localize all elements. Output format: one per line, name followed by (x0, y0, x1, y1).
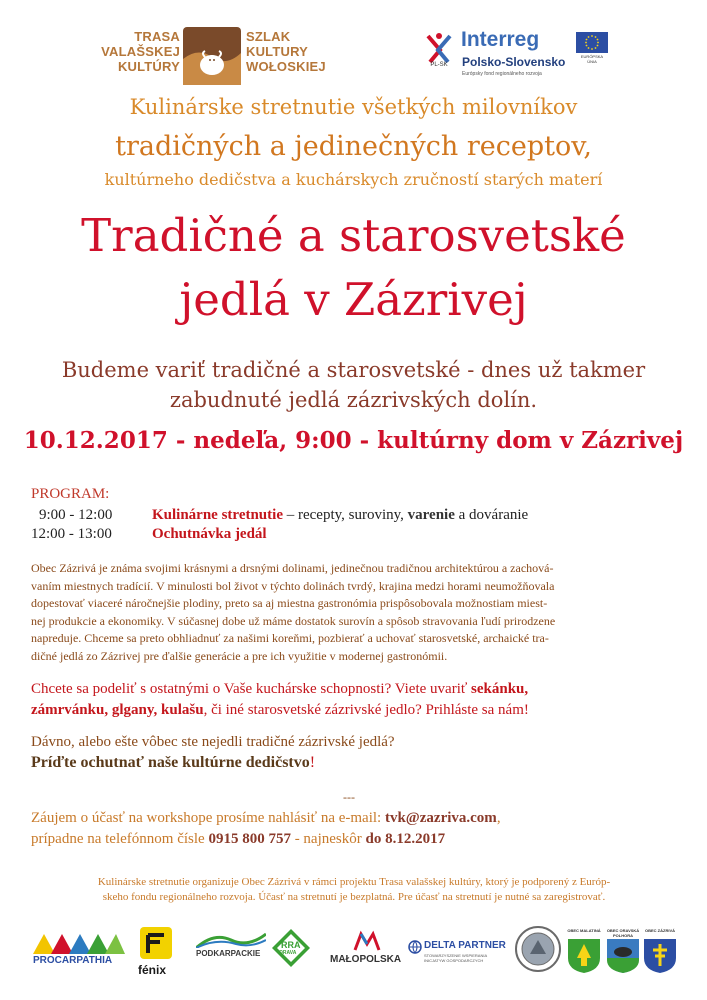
contact-line-2 (31, 829, 681, 850)
interreg-fund-label: Európsky fond regionálneho rozvoja (462, 71, 542, 77)
program-time-2: 12:00 - 13:00 (31, 526, 112, 542)
obec-malatina-logo (566, 928, 602, 974)
main-title (0, 210, 707, 326)
trasa-right-line: KULTURY (246, 44, 309, 59)
coat-of-arms-seal-logo (514, 924, 562, 974)
tagline-line-1: Kulinárske stretnutie všetkých milovníkov (129, 95, 578, 119)
procarpathia-triangles-icon (33, 932, 125, 954)
fenix-label: fénix (138, 963, 167, 977)
malopolska-logo (330, 930, 404, 970)
trasa-logo-text-sk (88, 29, 180, 74)
paragraph-line: nej produkcie a ekonomiky. V súčasnej dobe už máme dostatok surovín a spôsob stravovania ľudí prirodzene (31, 613, 556, 628)
invite-text (31, 679, 677, 721)
program-heading: PROGRAM: (31, 486, 110, 502)
interreg-subtitle: Polsko-Slovensko (462, 55, 566, 69)
paragraph-line: dičné jedlá zo Zázrivej pre ďalšie generácie a pre ich využitie v modernej gastronómii. (31, 648, 448, 663)
procarpathia-label-b: CARPATHIA (54, 955, 113, 966)
subtitle-line-2: zabudnuté jedlá zázrivských dolín. (169, 388, 538, 412)
invite-part-2: , či iné starosvetské zázrivské jedlo? Prihláste sa nám! (203, 702, 529, 718)
footnote-line-2: skeho fondu regionálneho rozvoja. Účasť na stretnutí je bezplatná. Pre účasť na stretnutí je nutné sa zaregistrovať. (102, 891, 606, 903)
program-item-1 (152, 507, 528, 524)
seal-icon (514, 924, 562, 974)
program-time-1: 9:00 - 12:00 (39, 507, 113, 523)
invite-part-1: Chcete sa podeliť s ostatnými o Vaše kuchárske schopnosti? Viete uvariť (31, 681, 472, 697)
delta-partner-logo (408, 938, 508, 968)
intro-paragraph (31, 560, 677, 666)
program-item-1-desc: – recepty, suroviny, (282, 507, 408, 523)
delta-sub-label: STOWARZYSZENIE WSPIERANIA INICJATYW GOSPODARCZYCH (424, 953, 487, 963)
obec-oravska-polhora-logo (605, 928, 641, 974)
come-taste-text (31, 754, 315, 772)
separator: --- (343, 790, 355, 804)
malopolska-label: MAŁOPOLSKA (330, 954, 402, 965)
obec-zazriva-logo (642, 928, 678, 974)
podkarpackie-logo (196, 930, 266, 966)
delta-label: DELTA PARTNER (424, 940, 506, 951)
malopolska-m-icon (352, 930, 382, 952)
invite-dish-1: sekánku, (471, 681, 529, 697)
podkarpackie-hills-icon (196, 930, 266, 948)
paragraph-line: Obec Zázrivá je známa svojimi krásnymi a drsnými dolinami, jedinečnou tradičnou architektúrou a zachová- (31, 561, 554, 575)
rra-sub-label: ORAVA (279, 950, 297, 956)
eu-label: EURÓPSKA ÚNIA (580, 54, 604, 64)
zazriva-shield-icon (643, 938, 677, 974)
come-taste-bold: Príďte ochutnať naše kultúrne dedičstvo (31, 754, 310, 771)
footnote (31, 875, 677, 905)
subtitle-line-1: Budeme variť tradičné a starosvetské - dnes už takmer (61, 358, 646, 382)
contact-deadline-label: - najneskôr (290, 831, 366, 847)
come-taste-end: ! (309, 754, 316, 771)
procarpathia-label-a: PRO (33, 955, 55, 966)
contact-email-label: Záujem o účasť na workshope prosíme nahlásiť na e-mail: (31, 810, 385, 826)
trasa-right-line: WOŁOSKIEJ (246, 59, 326, 74)
contact-phone-label: prípadne na telefónnom čísle (31, 831, 209, 847)
trasa-left-line: VALAŠSKEJ (101, 44, 180, 59)
malatina-shield-icon (567, 938, 601, 974)
tagline-line-3: kultúrneho dedičstva a kuchárskych zručností starých materí (104, 170, 603, 189)
main-title-line-1: Tradičné a starosvetské (81, 209, 626, 262)
event-date-time-place: 10.12.2017 - nedeľa, 9:00 - kultúrny dom v Zázrivej (23, 427, 684, 454)
contact-deadline: do 8.12.2017 (365, 831, 446, 847)
procarpathia-label (33, 955, 112, 966)
subtitle (0, 355, 707, 415)
program-item-1-desc-end: a dováranie (454, 507, 529, 523)
trasa-logo-text-pl (246, 29, 356, 74)
trasa-left-line: TRASA (134, 29, 180, 44)
program-item-2 (152, 526, 267, 543)
procarpathia-logo (33, 932, 125, 972)
rra-orava-logo (271, 928, 311, 972)
eu-flag-icon (576, 32, 608, 53)
paragraph-line: vaním miestnych tradícií. V minulosti bol život v týchto dolinách tvrdý, krajina medzi horami neumožňovala (31, 578, 555, 593)
sheep-logo-icon (183, 27, 241, 85)
contact-info (31, 808, 681, 850)
contact-comma: , (496, 810, 501, 826)
program-item-2-title: Ochutnávka jedál (152, 526, 267, 542)
contact-email[interactable]: tvk@zazriva.com (384, 810, 497, 826)
contact-phone[interactable]: 0915 800 757 (208, 831, 291, 847)
trasa-left-line: KULTÚRY (117, 59, 180, 74)
interreg-title: Interreg (461, 28, 540, 51)
plsk-label: PL-SK (430, 62, 448, 68)
polhora-shield-icon (606, 938, 640, 974)
trasa-right-line: SZLAK (246, 29, 291, 44)
program-item-1-bold: varenie (407, 507, 455, 523)
paragraph-line: dopestovať viaceré náročnejšie plodiny, preto sa aj miestna gastronómia prispôsobovala možnostiam miest- (31, 596, 548, 611)
footnote-line-1: Kulinárske stretnutie organizuje Obec Zázrivá v rámci projektu Trasa valašskej kultúry, ktorý je podporený z Európ- (97, 876, 611, 888)
fenix-logo (138, 925, 178, 980)
rra-label: RRA (281, 940, 301, 950)
delta-globe-icon (408, 940, 422, 954)
obec-malatina-label: OBEC MALATINÁ (567, 928, 601, 933)
fenix-symbol-icon (138, 925, 174, 961)
obec-zazriva-label: OBEC ZÁZRIVÁ (645, 928, 675, 933)
program-item-1-title: Kulinárne stretnutie (152, 507, 283, 523)
main-title-line-2: jedlá v Zázrivej (179, 273, 528, 326)
invite-dishes: zámrvánku, glgany, kulašu (31, 702, 204, 718)
contact-line-1 (31, 808, 681, 829)
podkarpackie-label: PODKARPACKIE (196, 949, 261, 958)
obec-oravska-polhora-label: OBEC ORAVSKÁ POLHORA (606, 928, 640, 938)
paragraph-line: napreduje. Chceme sa preto obhliadnuť za našimi koreňmi, pozbierať a uchovať starosvetské, archaické tra- (31, 631, 549, 646)
tagline-line-2: tradičných a jedinečných receptov, (115, 131, 592, 162)
question-text: Dávno, alebo ešte vôbec ste nejedli tradičné zázrivské jedlá? (31, 734, 395, 750)
